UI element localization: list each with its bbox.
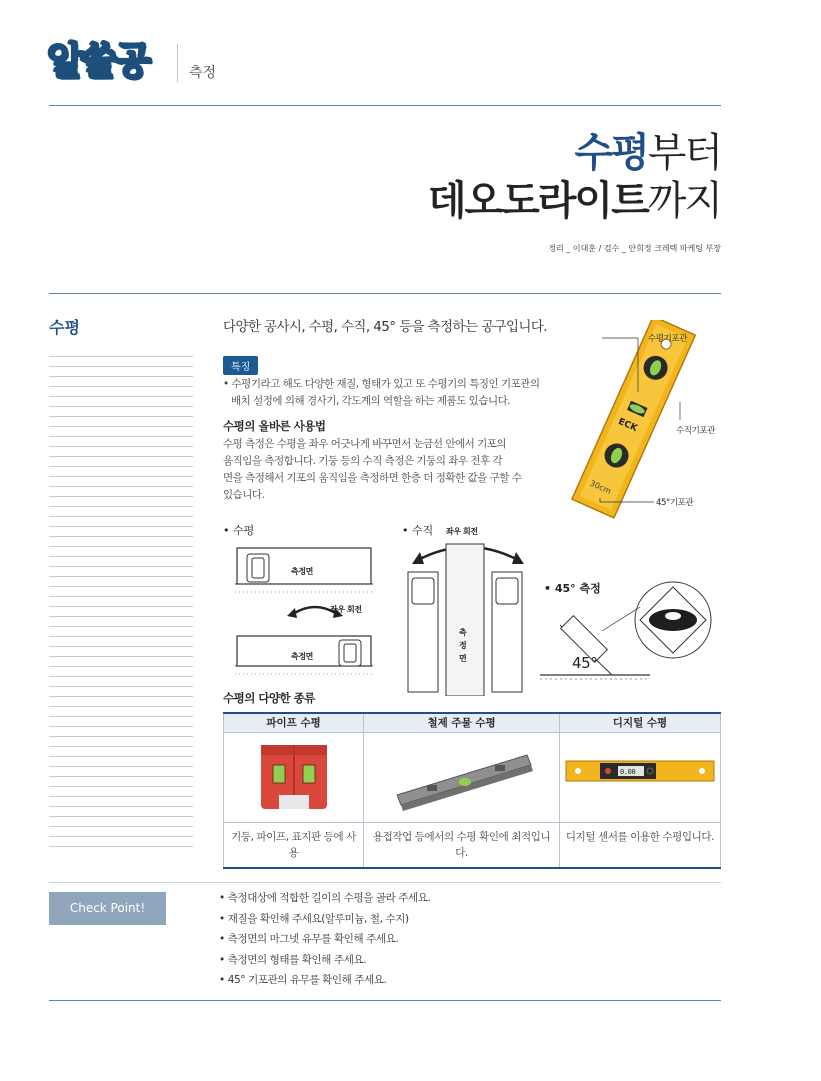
- digital-level-image: [560, 739, 720, 819]
- type-header-pipe: 파이프 수평: [224, 713, 364, 732]
- cast-level-image: [387, 737, 537, 817]
- title-line-2: 데오도라이트까지: [427, 178, 721, 224]
- angle-diagram: [540, 575, 715, 685]
- level-types-table: [223, 712, 721, 869]
- angle-value: 45°: [572, 654, 598, 672]
- measuring-surface-label-1: 측정면: [291, 567, 313, 576]
- vertical-surface-label: 측 정 면: [459, 628, 467, 663]
- feature-text: • 수평기라고 해도 다양한 재질, 형태가 있고 또 수평기의 특징인 기포관의 배치 설정에 의해 경사기, 각도계의 역할을 하는 제품도 있습니다.: [223, 378, 540, 407]
- check-item: • 측정면의 마그넷 유무를 확인해 주세요.: [219, 933, 399, 945]
- check-item: • 측정대상에 적합한 길이의 수평을 골라 주세요.: [219, 892, 431, 904]
- usage-heading: 수평의 올바른 사용법: [223, 419, 326, 433]
- footer-rule: [49, 1000, 721, 1001]
- vertical-diagram: [400, 536, 530, 696]
- vertical-diagram-title: • 수직: [402, 524, 434, 537]
- svg-text:0.00: 0.00: [619, 767, 636, 776]
- credits: 정리 _ 이대훈 / 검수 _ 안희정 크레텍 마케팅 부장: [548, 244, 721, 253]
- type-desc-cast: 용접작업 등에서의 수평 확인에 최적입니다.: [364, 822, 560, 868]
- check-rule-top: [49, 882, 721, 883]
- check-item: • 재질을 확인해 주세요(알루미늄, 철, 수지): [219, 912, 409, 925]
- rotate-label-1: 좌우 회전: [330, 605, 362, 614]
- pipe-level-image: [249, 737, 339, 817]
- side-heading: 수평: [49, 318, 80, 337]
- check-item: • 45° 기포관의 유무를 확인해 주세요.: [219, 974, 387, 986]
- svg-text:30cm: 30cm: [588, 478, 613, 496]
- usage-text: 수평 측정은 수평을 좌우 어긋나게 바꾸면서 눈금선 안에서 기포의 움직임을 측정합니다. 기둥 등의 수직 측정은 기둥의 좌우 전후 각 면을 측정해서 기포의 움직임을 측정하면 한층 더 정확한 값을 구할 수 있습니다.: [223, 438, 522, 501]
- measuring-surface-label-2: 측정면: [291, 652, 313, 661]
- angle-diagram-title: • 45° 측정: [544, 582, 601, 595]
- logo-divider: [177, 44, 178, 82]
- rotate-label-2: 좌우 회전: [446, 527, 478, 536]
- digital-level-cell: [559, 732, 720, 822]
- check-point-button[interactable]: Check Point!: [49, 892, 166, 925]
- type-desc-pipe: 기둥, 파이프, 표지판 등에 사용: [224, 822, 364, 868]
- type-header-digital: 디지털 수평: [559, 713, 720, 732]
- horizontal-vial-label: 수평기포관: [648, 334, 688, 344]
- cast-level-cell: [364, 732, 560, 822]
- svg-text:ECK: ECK: [616, 416, 639, 435]
- section-rule: [49, 293, 721, 294]
- section-label: 측정: [189, 65, 217, 81]
- feature-badge: 특징: [223, 356, 258, 375]
- title-line-1: 수평부터: [574, 130, 721, 176]
- type-desc-digital: 디지털 센서를 이용한 수평입니다.: [559, 822, 720, 868]
- pipe-level-cell: [224, 732, 364, 822]
- check-point-list: [219, 888, 430, 991]
- types-heading: 수평의 다양한 종류: [223, 691, 315, 705]
- vertical-vial-label: 수직기포관: [676, 426, 716, 436]
- spirit-level-illustration: [540, 320, 740, 520]
- angle-vial-label: 45°기포관: [656, 498, 694, 508]
- check-item: • 측정면의 형태를 확인해 주세요.: [219, 953, 367, 966]
- intro-text: 다양한 공사시, 수평, 수직, 45° 등을 측정하는 공구입니다.: [223, 319, 547, 335]
- logo: 알쓸공: [47, 39, 149, 83]
- horizontal-diagram-title: • 수평: [223, 524, 255, 537]
- note-lines: [49, 356, 193, 852]
- type-header-cast: 철제 주물 수평: [364, 713, 560, 732]
- header-rule: [49, 105, 721, 106]
